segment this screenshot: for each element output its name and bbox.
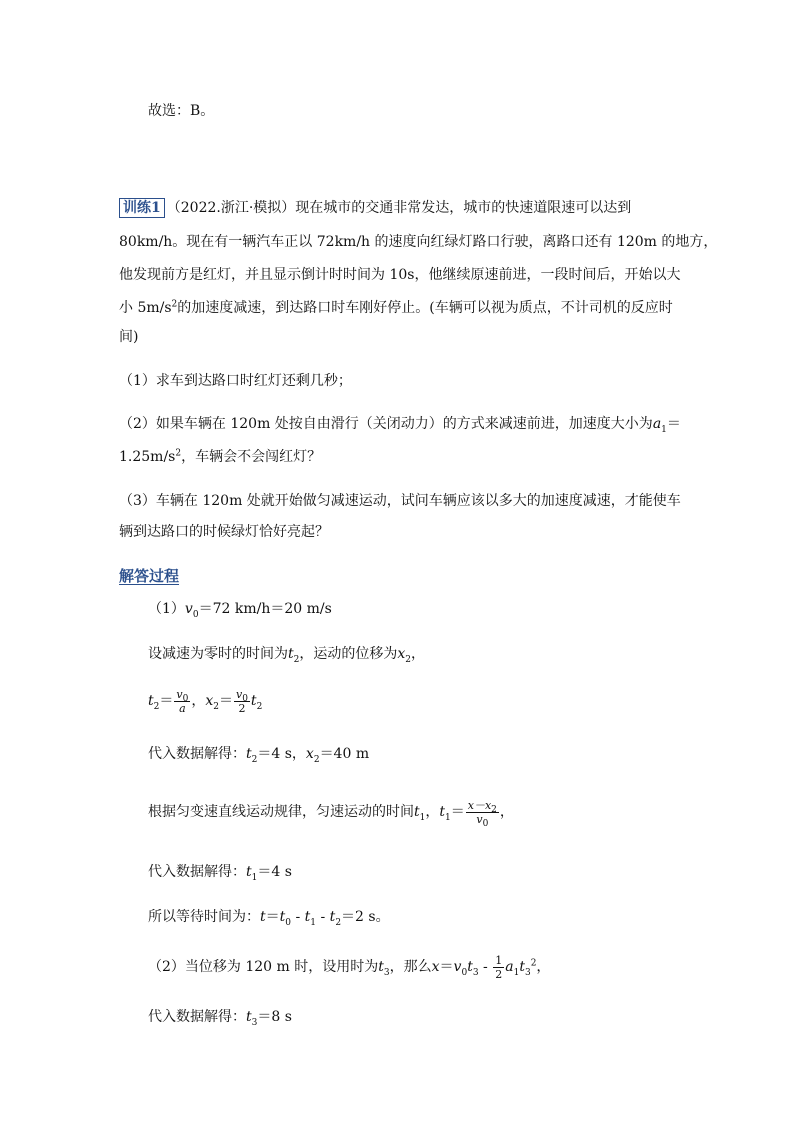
solution-step-3: 代入数据解得：$t_2=4$ s，$x_2=40$ m (148, 746, 370, 765)
question-2-line-1: （2）如果车辆在 120m 处按自由滑行（关闭动力）的方式来减速前进，加速度大小为$a_1=$ (119, 416, 681, 435)
solution-heading: 解答过程 (119, 567, 180, 585)
training-intro-3: 他发现前方是红灯，并且显示倒计时时间为 10s，他继续原速前进，一段时间后，开始以大 (119, 267, 681, 283)
solution-step-4: 根据匀变速直线运动规律，匀速运动的时间$t_1$，$t_1=$ $\frac{x-x_2}{v_0}$ ， (148, 798, 514, 829)
solution-step-6: 所以等待时间为：$t=t_0 - t_1 - t_2=2$ s。 (148, 909, 390, 928)
answer-line: 故选：B。 (148, 103, 215, 119)
training-intro-1: 现在城市的交通非常发达，城市的快速道限速可以达到 (295, 200, 632, 216)
training-intro-5: 间) (119, 329, 139, 345)
fraction-x-minus-x2-over-v0: $\frac{x-x_2}{v_0}$ (467, 798, 497, 829)
question-3-line-2: 辆到达路口的时候绿灯恰好亮起？ (119, 524, 329, 540)
fraction-v0-over-a: $\frac{v_0}{a}$ (176, 687, 189, 715)
solution-step-5: 代入数据解得：$t_1=4$ s (148, 864, 292, 883)
training-intro-4: 小 $5m/s^2$的加速度减速，到达路口时车刚好停止。(车辆可以视为质点，不计司机的反应时 (119, 299, 673, 316)
solution-step-7: （2）当位移为 120 m 时，设用时为$t_3$，那么$x=v_0t_3$ - $\frac{1}{2}$ $a_1t_3^2$， (148, 953, 551, 981)
training-tag: 训练1 (119, 198, 165, 218)
question-3-line-1: （3）车辆在 120m 处就开始做匀减速运动，试问车辆应该以多大的加速度减速，才能使车 (119, 493, 681, 509)
training-intro-2: 80km/h。现在有一辆汽车正以 72km/h 的速度向红绿灯路口行驶，离路口还有 120m 的地方， (119, 234, 718, 250)
solution-step-1: $(1)v_0=72$ km/h＝20 m/s (148, 601, 332, 620)
fraction-one-half: $\frac{1}{2}$ (495, 953, 503, 981)
training-source: （2022.浙江·模拟） (166, 200, 296, 216)
solution-formula-1: $t_2=$ $\frac{v_0}{a}$ ，$x_2=$ $\frac{v_0}{2}$ $t_2$ (148, 687, 263, 715)
solution-step-8: 代入数据解得：$t_3=8$ s (148, 1009, 292, 1028)
solution-step-2: 设减速为零时的时间为$t_2$，运动的位移为$x_2$， (148, 646, 426, 665)
fraction-v0-over-2: $\frac{v_0}{2}$ (235, 687, 248, 715)
training-title-line (119, 197, 631, 219)
question-1: （1）求车到达路口时红灯还剩几秒； (119, 373, 352, 389)
question-2-line-2: $1.25m/s^2$，车辆会不会闯红灯？ (119, 448, 322, 465)
